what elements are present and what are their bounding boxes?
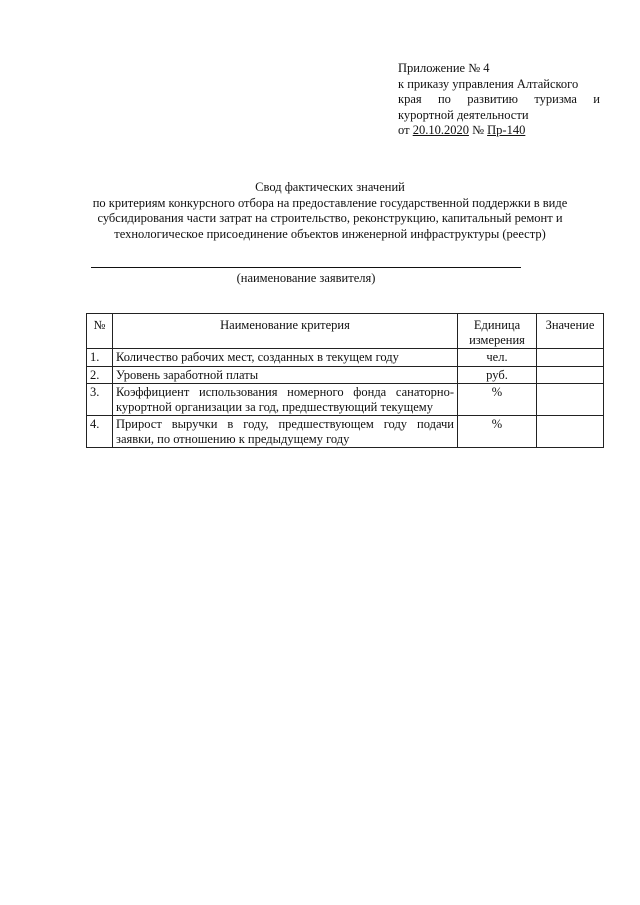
row-value xyxy=(537,349,604,367)
row-value xyxy=(537,366,604,384)
table-row xyxy=(87,366,604,384)
row-value xyxy=(537,416,604,448)
appendix-order-line xyxy=(398,123,600,139)
row-number: 2. xyxy=(87,366,113,384)
row-number: 4. xyxy=(87,416,113,448)
row-criterion: Уровень заработной платы xyxy=(113,366,458,384)
applicant-name-line xyxy=(91,267,521,268)
title-line: субсидирования части затрат на строительство, реконструкцию, капитальный ремонт и xyxy=(97,211,563,225)
order-sign: № xyxy=(472,123,484,137)
order-prefix: от xyxy=(398,123,410,137)
row-criterion: Прирост выручки в году, предшествующем году подачи заявки, по отношению к предыдущему году xyxy=(113,416,458,448)
appendix-word: и xyxy=(593,92,600,106)
criteria-table xyxy=(86,313,604,448)
appendix-word: туризма xyxy=(534,92,577,106)
applicant-caption: (наименование заявителя) xyxy=(236,271,376,285)
title-line: Свод фактических значений xyxy=(255,180,405,194)
title-line: технологическое присоединение объектов инженерной инфраструктуры (реестр) xyxy=(114,226,546,241)
header-unit: Единица измерения xyxy=(458,314,537,349)
title-line: по критериям конкурсного отбора на предоставление государственной поддержки в виде xyxy=(92,195,568,210)
table-row xyxy=(87,384,604,416)
row-unit: руб. xyxy=(458,366,537,384)
order-date: 20.10.2020 xyxy=(412,123,469,137)
table-row xyxy=(87,416,604,448)
appendix-word: края xyxy=(398,92,422,106)
table-row xyxy=(87,349,604,367)
row-number: 1. xyxy=(87,349,113,367)
document-title xyxy=(60,180,600,242)
row-unit: % xyxy=(458,384,537,416)
row-value xyxy=(537,384,604,416)
order-number: Пр-140 xyxy=(487,123,526,137)
row-criterion: Количество рабочих мест, созданных в текущем году xyxy=(113,349,458,367)
row-unit: % xyxy=(458,416,537,448)
table-header-row xyxy=(87,314,604,349)
row-criterion: Коэффициент использования номерного фонда санаторно-курортной организации за год, предшествующий текущему xyxy=(113,384,458,416)
appendix-agency xyxy=(398,92,600,108)
header-criterion: Наименование критерия xyxy=(113,314,458,349)
appendix-word: по xyxy=(437,92,451,106)
appendix-agency-cont: курортной деятельности xyxy=(398,107,529,122)
header-value: Значение xyxy=(537,314,604,349)
appendix-order-ref: к приказу управления Алтайского xyxy=(398,76,579,91)
appendix-word: развитию xyxy=(467,92,519,106)
header-number: № xyxy=(87,314,113,349)
row-unit: чел. xyxy=(458,349,537,367)
row-number: 3. xyxy=(87,384,113,416)
appendix-block xyxy=(398,61,600,139)
appendix-number: Приложение № 4 xyxy=(398,61,490,75)
